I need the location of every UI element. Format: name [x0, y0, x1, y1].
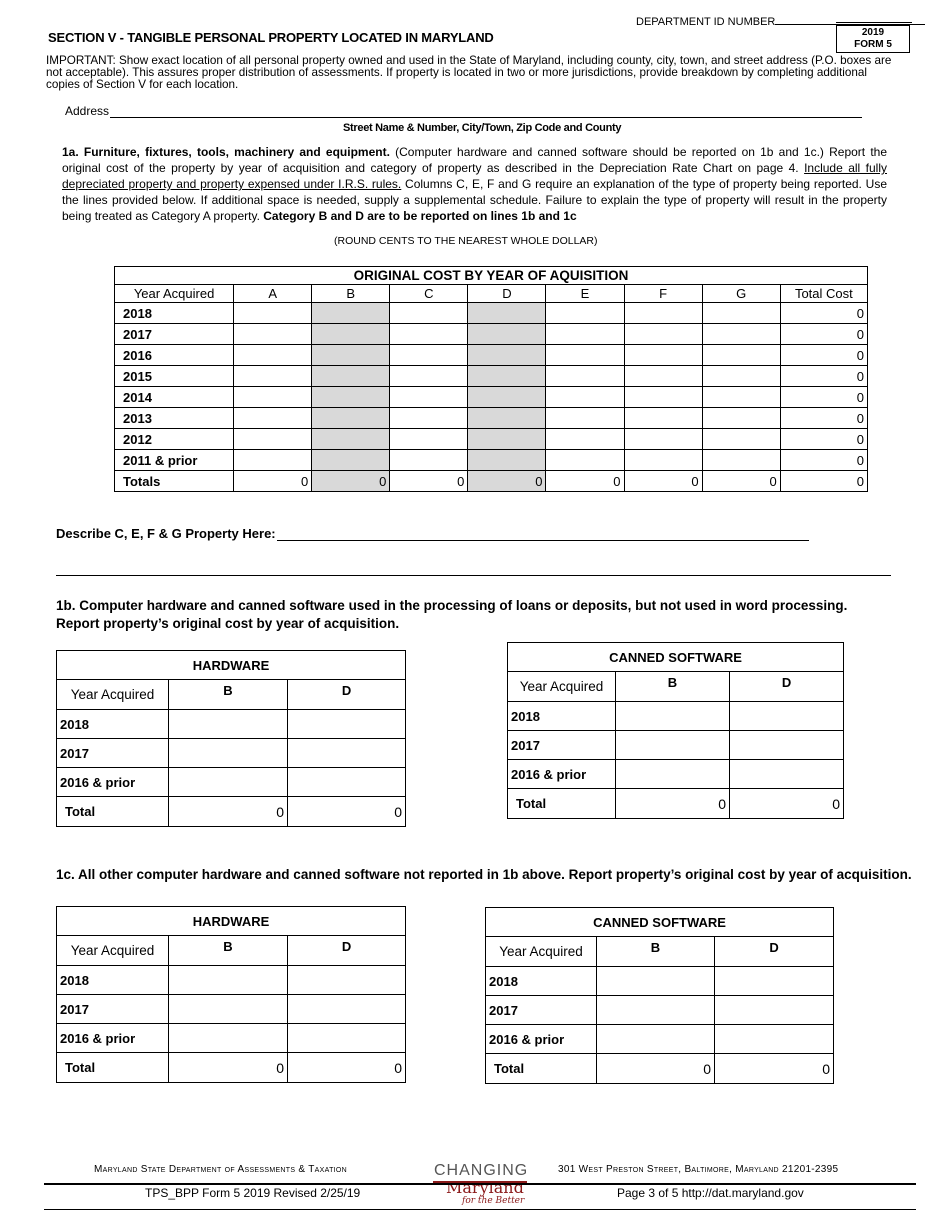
rounding-note: (ROUND CENTS TO THE NEAREST WHOLE DOLLAR) — [334, 235, 598, 247]
row-total: 0 — [780, 408, 867, 429]
table-row — [115, 387, 868, 408]
cell-g[interactable] — [702, 345, 780, 366]
col-header-d: D — [288, 936, 406, 966]
cell-c[interactable] — [390, 324, 468, 345]
col-header-year: Year Acquired — [508, 672, 616, 702]
cell-b — [312, 345, 390, 366]
totals-row — [57, 1053, 406, 1083]
cell-b[interactable] — [597, 996, 715, 1025]
table-row — [115, 366, 868, 387]
footer-rule — [44, 1183, 916, 1185]
department-id-label: DEPARTMENT ID NUMBER — [636, 14, 925, 28]
row-year: 2013 — [115, 408, 234, 429]
cell-d[interactable] — [730, 702, 844, 731]
cell-d — [468, 429, 546, 450]
cell-e[interactable] — [546, 408, 624, 429]
cell-e[interactable] — [546, 450, 624, 471]
table-row — [508, 731, 844, 760]
col-header-d: D — [468, 285, 546, 303]
department-id-field[interactable] — [775, 14, 925, 25]
original-cost-table — [114, 266, 868, 492]
cell-b[interactable] — [597, 967, 715, 996]
cell-a[interactable] — [234, 345, 312, 366]
table-row — [115, 303, 868, 324]
totals-label: Total — [57, 797, 169, 827]
cell-d[interactable] — [730, 731, 844, 760]
col-header-total: Total Cost — [780, 285, 867, 303]
section-1c-heading: 1c. All other computer hardware and canned software not reported in 1b above. Report property’s original cost by year of acquisition. — [56, 867, 912, 882]
cell-c[interactable] — [390, 429, 468, 450]
cell-b[interactable] — [169, 995, 288, 1024]
row-year: 2017 — [57, 739, 169, 768]
cell-c[interactable] — [390, 303, 468, 324]
table-row — [57, 1024, 406, 1053]
section-1a-instructions: 1a. Furniture, fixtures, tools, machinery and equipment. (Computer hardware and canned software should be reported on 1b and 1c.) Report the original cost of the property by year of acquisition and category of property as described in the Depreciation Rate Chart on page 4. Include all fully depreciated property and property expensed under I.R.S. rules. Columns C, E, F and G require an explanation of the type of property being reported. Use the lines provided below. If additional space is needed, supply a supplemental schedule. Failure to explain the type of property will result in the property being treated as Category A property. Category B and D are to be reported on lines 1b and 1c — [62, 145, 888, 223]
table-row — [115, 345, 868, 366]
cell-d — [468, 450, 546, 471]
total-b: 0 — [597, 1054, 715, 1084]
cell-d[interactable] — [715, 996, 834, 1025]
total-c: 0 — [390, 471, 468, 492]
address-label: Address — [65, 104, 110, 118]
cell-g[interactable] — [702, 387, 780, 408]
cell-a[interactable] — [234, 387, 312, 408]
cell-d[interactable] — [715, 967, 834, 996]
cell-f[interactable] — [624, 387, 702, 408]
cell-f[interactable] — [624, 408, 702, 429]
cell-g[interactable] — [702, 408, 780, 429]
col-header-year: Year Acquired — [57, 936, 169, 966]
cell-d — [468, 324, 546, 345]
cell-c[interactable] — [390, 345, 468, 366]
col-header-f: F — [624, 285, 702, 303]
row-total: 0 — [780, 324, 867, 345]
col-header-c: C — [390, 285, 468, 303]
totals-row — [486, 1054, 834, 1084]
table-row — [115, 429, 868, 450]
cell-d[interactable] — [288, 966, 406, 995]
totals-row — [508, 789, 844, 819]
address-field[interactable] — [110, 117, 862, 118]
totals-label: Total — [508, 789, 616, 819]
cell-b[interactable] — [616, 760, 730, 789]
cell-a[interactable] — [234, 366, 312, 387]
col-header-year: Year Acquired — [486, 937, 597, 967]
cell-b[interactable] — [169, 966, 288, 995]
logo-tagline: for the Better — [462, 1196, 525, 1206]
totals-label: Total — [486, 1054, 597, 1084]
cell-c[interactable] — [390, 450, 468, 471]
grand-total: 0 — [780, 471, 867, 492]
table-title: HARDWARE — [57, 651, 406, 680]
table-row — [486, 996, 834, 1025]
table-title: HARDWARE — [57, 907, 406, 936]
table-row — [57, 995, 406, 1024]
row-year: 2017 — [57, 995, 169, 1024]
cell-a[interactable] — [234, 429, 312, 450]
section-1c-software-table — [485, 907, 834, 1084]
row-year: 2016 & prior — [486, 1025, 597, 1054]
cell-b — [312, 303, 390, 324]
row-year: 2018 — [57, 966, 169, 995]
total-b: 0 — [169, 1053, 288, 1083]
col-header-e: E — [546, 285, 624, 303]
section-1b-heading: 1b. Computer hardware and canned software used in the processing of loans or deposits, but not used in word processing. Report property’s original cost by year of acquisition. — [56, 598, 848, 631]
col-header-d: D — [730, 672, 844, 702]
totals-row — [57, 797, 406, 827]
cell-b[interactable] — [169, 1024, 288, 1053]
cell-d[interactable] — [288, 1024, 406, 1053]
row-total: 0 — [780, 450, 867, 471]
total-d: 0 — [288, 1053, 406, 1083]
row-year: 2012 — [115, 429, 234, 450]
cell-b — [312, 429, 390, 450]
total-d: 0 — [715, 1054, 834, 1084]
table-title: CANNED SOFTWARE — [486, 908, 834, 937]
total-a: 0 — [234, 471, 312, 492]
cell-f[interactable] — [624, 324, 702, 345]
row-year: 2016 & prior — [508, 760, 616, 789]
cell-b[interactable] — [169, 710, 288, 739]
cell-e[interactable] — [546, 303, 624, 324]
cell-g[interactable] — [702, 366, 780, 387]
row-year: 2018 — [115, 303, 234, 324]
logo-maryland: Maryland — [446, 1178, 524, 1197]
cell-g[interactable] — [702, 324, 780, 345]
cell-a[interactable] — [234, 324, 312, 345]
cell-a[interactable] — [234, 408, 312, 429]
cell-g[interactable] — [702, 450, 780, 471]
cell-c[interactable] — [390, 366, 468, 387]
cell-d — [468, 366, 546, 387]
cell-b[interactable] — [616, 702, 730, 731]
cell-f[interactable] — [624, 450, 702, 471]
table-row — [57, 710, 406, 739]
col-header-b: B — [169, 680, 288, 710]
section-1b-hardware-table — [56, 650, 406, 827]
section-1c-hardware-table — [56, 906, 406, 1083]
row-total: 0 — [780, 303, 867, 324]
col-header-d: D — [288, 680, 406, 710]
cell-a[interactable] — [234, 450, 312, 471]
cell-c[interactable] — [390, 387, 468, 408]
form-year: 2019 — [861, 27, 885, 38]
totals-label: Total — [57, 1053, 169, 1083]
logo-changing: CHANGING — [434, 1162, 529, 1179]
row-total: 0 — [780, 429, 867, 450]
cell-d[interactable] — [288, 995, 406, 1024]
cell-b[interactable] — [597, 1025, 715, 1054]
cell-c[interactable] — [390, 408, 468, 429]
cell-f[interactable] — [624, 345, 702, 366]
cell-f[interactable] — [624, 366, 702, 387]
total-d: 0 — [468, 471, 546, 492]
col-header-b: B — [312, 285, 390, 303]
section-title: SECTION V - TANGIBLE PERSONAL PROPERTY LOCATED IN MARYLAND — [48, 30, 494, 45]
total-d: 0 — [730, 789, 844, 819]
footer-page-number: Page 3 of 5 http://dat.maryland.gov — [617, 1186, 804, 1200]
cell-b[interactable] — [169, 739, 288, 768]
table-row — [115, 408, 868, 429]
col-header-d: D — [715, 937, 834, 967]
cell-d[interactable] — [288, 710, 406, 739]
row-total: 0 — [780, 345, 867, 366]
cell-f[interactable] — [624, 303, 702, 324]
total-g: 0 — [702, 471, 780, 492]
cell-b[interactable] — [616, 731, 730, 760]
cell-g[interactable] — [702, 303, 780, 324]
cell-g[interactable] — [702, 429, 780, 450]
table-row — [508, 702, 844, 731]
col-header-b: B — [597, 937, 715, 967]
cell-d[interactable] — [730, 760, 844, 789]
form-box-rule — [836, 22, 912, 23]
cell-e[interactable] — [546, 324, 624, 345]
row-year: 2018 — [486, 967, 597, 996]
cell-b — [312, 366, 390, 387]
row-year: 2017 — [486, 996, 597, 1025]
cell-e[interactable] — [546, 429, 624, 450]
col-header-a: A — [234, 285, 312, 303]
describe-field-line-2[interactable] — [56, 575, 891, 576]
total-e: 0 — [546, 471, 624, 492]
cell-d[interactable] — [288, 739, 406, 768]
table-row — [508, 760, 844, 789]
cell-d — [468, 408, 546, 429]
cell-b — [312, 387, 390, 408]
table-row — [115, 450, 868, 471]
cell-b — [312, 408, 390, 429]
table-row — [486, 1025, 834, 1054]
cell-b — [312, 324, 390, 345]
cell-d[interactable] — [288, 768, 406, 797]
section-1b-software-table — [507, 642, 844, 819]
cell-e[interactable] — [546, 345, 624, 366]
address-caption: Street Name & Number, City/Town, Zip Code and County — [343, 122, 622, 134]
footer-address: 301 West Preston Street, Baltimore, Maryland 21201-2395 — [558, 1164, 839, 1175]
table-header-row — [115, 285, 868, 303]
cell-e[interactable] — [546, 366, 624, 387]
row-year: 2017 — [115, 324, 234, 345]
row-year: 2014 — [115, 387, 234, 408]
footer-form-reference: TPS_BPP Form 5 2019 Revised 2/25/19 — [145, 1186, 361, 1200]
row-year: 2011 & prior — [115, 450, 234, 471]
cell-d[interactable] — [715, 1025, 834, 1054]
footer-rule-bottom — [44, 1209, 916, 1210]
table-row — [486, 967, 834, 996]
form-id-box — [836, 25, 910, 53]
row-year: 2017 — [508, 731, 616, 760]
table-title: ORIGINAL COST BY YEAR OF AQUISITION — [115, 267, 868, 285]
col-header-year: Year Acquired — [57, 680, 169, 710]
cell-e[interactable] — [546, 387, 624, 408]
row-year: 2018 — [57, 710, 169, 739]
section-1a-lead: 1a. Furniture, fixtures, tools, machinery and equipment. — [62, 145, 390, 159]
row-year: 2016 & prior — [57, 1024, 169, 1053]
col-header-b: B — [616, 672, 730, 702]
table-title: CANNED SOFTWARE — [508, 643, 844, 672]
total-f: 0 — [624, 471, 702, 492]
cell-a[interactable] — [234, 303, 312, 324]
total-d: 0 — [288, 797, 406, 827]
table-row — [57, 768, 406, 797]
table-row — [115, 324, 868, 345]
cell-d — [468, 303, 546, 324]
table-row — [57, 966, 406, 995]
total-b: 0 — [616, 789, 730, 819]
total-b: 0 — [312, 471, 390, 492]
describe-label: Describe C, E, F & G Property Here: — [56, 526, 276, 541]
col-header-g: G — [702, 285, 780, 303]
row-total: 0 — [780, 387, 867, 408]
col-header-b: B — [169, 936, 288, 966]
row-year: 2015 — [115, 366, 234, 387]
cell-f[interactable] — [624, 429, 702, 450]
important-note: IMPORTANT: Show exact location of all personal property owned and used in the State of Maryland, including county, city, town, and street address (P.O. boxes are not acceptable). This assures proper distribution of assessments. If property is located in two or more jurisdictions, provide breakdown by completing additional copies of Section V for each location. — [46, 54, 892, 91]
cell-b[interactable] — [169, 768, 288, 797]
row-total: 0 — [780, 366, 867, 387]
cell-d — [468, 387, 546, 408]
col-header-year: Year Acquired — [115, 285, 234, 303]
cell-d — [468, 345, 546, 366]
form-name: FORM 5 — [854, 39, 892, 50]
totals-label: Totals — [115, 471, 234, 492]
describe-field[interactable] — [277, 540, 809, 541]
total-b: 0 — [169, 797, 288, 827]
cell-b — [312, 450, 390, 471]
row-year: 2016 & prior — [57, 768, 169, 797]
row-year: 2018 — [508, 702, 616, 731]
row-year: 2016 — [115, 345, 234, 366]
table-row — [57, 739, 406, 768]
totals-row — [115, 471, 868, 492]
footer-organization: Maryland State Department of Assessments & Taxation — [94, 1164, 347, 1175]
